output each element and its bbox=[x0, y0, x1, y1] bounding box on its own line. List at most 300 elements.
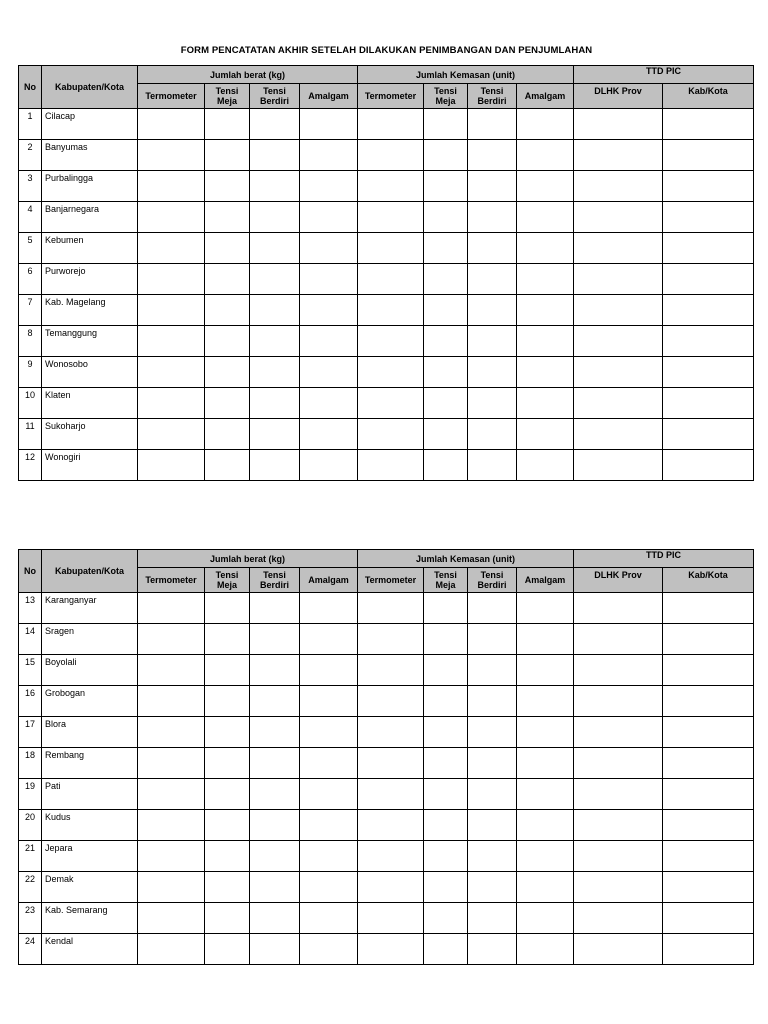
cell-tensi-berdiri-berat[interactable] bbox=[250, 748, 300, 779]
cell-tensi-berdiri-berat[interactable] bbox=[250, 841, 300, 872]
table-row bbox=[19, 717, 754, 748]
cell-ttd-kab-kota[interactable] bbox=[663, 295, 754, 326]
cell-termometer-kemasan[interactable] bbox=[358, 264, 424, 295]
cell-tensi-meja-kemasan[interactable] bbox=[424, 233, 468, 264]
cell-amalgam-kemasan[interactable] bbox=[517, 419, 574, 450]
cell-tensi-meja-berat[interactable] bbox=[205, 593, 250, 624]
row-kabupaten-name: Klaten bbox=[42, 388, 138, 419]
row-kabupaten-name: Cilacap bbox=[42, 109, 138, 140]
cell-amalgam-berat[interactable] bbox=[300, 810, 358, 841]
table-row bbox=[19, 388, 754, 419]
cell-tensi-berdiri-berat[interactable] bbox=[250, 872, 300, 903]
cell-ttd-kab-kota[interactable] bbox=[663, 810, 754, 841]
table-row bbox=[19, 779, 754, 810]
cell-tensi-berdiri-kemasan[interactable] bbox=[468, 233, 517, 264]
cell-termometer-berat[interactable] bbox=[138, 171, 205, 202]
cell-termometer-kemasan[interactable] bbox=[358, 233, 424, 264]
header-dlhk-prov: DLHK Prov bbox=[574, 84, 663, 109]
cell-ttd-kab-kota[interactable] bbox=[663, 450, 754, 481]
cell-termometer-berat[interactable] bbox=[138, 357, 205, 388]
cell-tensi-meja-berat[interactable] bbox=[205, 202, 250, 233]
header-no: No bbox=[19, 66, 42, 109]
header-tensi-berdiri: Tensi Berdiri bbox=[468, 568, 517, 593]
cell-tensi-berdiri-berat[interactable] bbox=[250, 934, 300, 965]
cell-amalgam-berat[interactable] bbox=[300, 872, 358, 903]
cell-ttd-kab-kota[interactable] bbox=[663, 841, 754, 872]
cell-tensi-meja-berat[interactable] bbox=[205, 295, 250, 326]
header-jumlah-berat: Jumlah berat (kg) bbox=[138, 550, 358, 568]
cell-tensi-berdiri-berat[interactable] bbox=[250, 388, 300, 419]
cell-tensi-berdiri-kemasan[interactable] bbox=[468, 686, 517, 717]
cell-tensi-meja-kemasan[interactable] bbox=[424, 419, 468, 450]
cell-termometer-berat[interactable] bbox=[138, 264, 205, 295]
cell-ttd-kab-kota[interactable] bbox=[663, 140, 754, 171]
cell-termometer-kemasan[interactable] bbox=[358, 686, 424, 717]
form-table-2 bbox=[18, 549, 754, 965]
cell-amalgam-berat[interactable] bbox=[300, 419, 358, 450]
cell-tensi-berdiri-berat[interactable] bbox=[250, 357, 300, 388]
cell-termometer-berat[interactable] bbox=[138, 295, 205, 326]
cell-termometer-berat[interactable] bbox=[138, 779, 205, 810]
row-kabupaten-name: Pati bbox=[42, 779, 138, 810]
cell-amalgam-berat[interactable] bbox=[300, 717, 358, 748]
cell-tensi-meja-berat[interactable] bbox=[205, 655, 250, 686]
cell-ttd-kab-kota[interactable] bbox=[663, 655, 754, 686]
row-kabupaten-name: Kudus bbox=[42, 810, 138, 841]
header-kabupaten: Kabupaten/Kota bbox=[42, 550, 138, 593]
header-tensi-meja: Tensi Meja bbox=[205, 568, 250, 593]
cell-tensi-meja-kemasan[interactable] bbox=[424, 686, 468, 717]
cell-ttd-dlhk-prov[interactable] bbox=[574, 450, 663, 481]
cell-tensi-meja-kemasan[interactable] bbox=[424, 140, 468, 171]
row-kabupaten-name: Kab. Semarang bbox=[42, 903, 138, 934]
cell-termometer-berat[interactable] bbox=[138, 593, 205, 624]
cell-amalgam-kemasan[interactable] bbox=[517, 140, 574, 171]
cell-tensi-berdiri-kemasan[interactable] bbox=[468, 357, 517, 388]
cell-ttd-dlhk-prov[interactable] bbox=[574, 295, 663, 326]
cell-termometer-berat[interactable] bbox=[138, 686, 205, 717]
cell-termometer-berat[interactable] bbox=[138, 872, 205, 903]
cell-ttd-dlhk-prov[interactable] bbox=[574, 903, 663, 934]
cell-tensi-berdiri-berat[interactable] bbox=[250, 717, 300, 748]
row-kabupaten-name: Purbalingga bbox=[42, 171, 138, 202]
cell-tensi-meja-berat[interactable] bbox=[205, 903, 250, 934]
form-title: FORM PENCATATAN AKHIR SETELAH DILAKUKAN PENIMBANGAN DAN PENJUMLAHAN bbox=[180, 45, 593, 56]
cell-termometer-kemasan[interactable] bbox=[358, 779, 424, 810]
row-number: 13 bbox=[19, 593, 42, 624]
cell-tensi-berdiri-kemasan[interactable] bbox=[468, 717, 517, 748]
cell-amalgam-kemasan[interactable] bbox=[517, 295, 574, 326]
table-row bbox=[19, 903, 754, 934]
cell-tensi-berdiri-berat[interactable] bbox=[250, 810, 300, 841]
header-tensi-berdiri: Tensi Berdiri bbox=[250, 84, 300, 109]
cell-tensi-meja-berat[interactable] bbox=[205, 872, 250, 903]
cell-termometer-berat[interactable] bbox=[138, 934, 205, 965]
cell-ttd-dlhk-prov[interactable] bbox=[574, 202, 663, 233]
cell-ttd-dlhk-prov[interactable] bbox=[574, 717, 663, 748]
row-number: 20 bbox=[19, 810, 42, 841]
cell-tensi-berdiri-berat[interactable] bbox=[250, 686, 300, 717]
cell-termometer-kemasan[interactable] bbox=[358, 140, 424, 171]
header-dlhk-prov: DLHK Prov bbox=[574, 568, 663, 593]
cell-termometer-berat[interactable] bbox=[138, 233, 205, 264]
cell-termometer-berat[interactable] bbox=[138, 810, 205, 841]
row-number: 10 bbox=[19, 388, 42, 419]
cell-termometer-kemasan[interactable] bbox=[358, 841, 424, 872]
cell-tensi-berdiri-kemasan[interactable] bbox=[468, 872, 517, 903]
cell-tensi-berdiri-kemasan[interactable] bbox=[468, 388, 517, 419]
cell-amalgam-kemasan[interactable] bbox=[517, 264, 574, 295]
cell-termometer-kemasan[interactable] bbox=[358, 903, 424, 934]
cell-tensi-berdiri-kemasan[interactable] bbox=[468, 140, 517, 171]
cell-amalgam-kemasan[interactable] bbox=[517, 624, 574, 655]
cell-tensi-berdiri-berat[interactable] bbox=[250, 326, 300, 357]
cell-amalgam-kemasan[interactable] bbox=[517, 326, 574, 357]
cell-amalgam-berat[interactable] bbox=[300, 357, 358, 388]
cell-amalgam-kemasan[interactable] bbox=[517, 357, 574, 388]
cell-tensi-berdiri-berat[interactable] bbox=[250, 202, 300, 233]
cell-amalgam-kemasan[interactable] bbox=[517, 593, 574, 624]
cell-tensi-berdiri-kemasan[interactable] bbox=[468, 202, 517, 233]
cell-ttd-kab-kota[interactable] bbox=[663, 109, 754, 140]
row-number: 12 bbox=[19, 450, 42, 481]
cell-tensi-meja-kemasan[interactable] bbox=[424, 450, 468, 481]
cell-tensi-meja-kemasan[interactable] bbox=[424, 171, 468, 202]
cell-termometer-kemasan[interactable] bbox=[358, 295, 424, 326]
row-number: 22 bbox=[19, 872, 42, 903]
cell-termometer-kemasan[interactable] bbox=[358, 171, 424, 202]
header-amalgam: Amalgam bbox=[300, 84, 358, 109]
cell-termometer-kemasan[interactable] bbox=[358, 419, 424, 450]
cell-termometer-kemasan[interactable] bbox=[358, 109, 424, 140]
cell-tensi-meja-kemasan[interactable] bbox=[424, 779, 468, 810]
table-row bbox=[19, 593, 754, 624]
cell-tensi-berdiri-kemasan[interactable] bbox=[468, 810, 517, 841]
cell-tensi-meja-berat[interactable] bbox=[205, 171, 250, 202]
table-row bbox=[19, 233, 754, 264]
cell-tensi-berdiri-berat[interactable] bbox=[250, 171, 300, 202]
cell-ttd-kab-kota[interactable] bbox=[663, 717, 754, 748]
row-number: 3 bbox=[19, 171, 42, 202]
cell-tensi-berdiri-berat[interactable] bbox=[250, 419, 300, 450]
cell-tensi-meja-berat[interactable] bbox=[205, 419, 250, 450]
cell-termometer-berat[interactable] bbox=[138, 450, 205, 481]
cell-amalgam-kemasan[interactable] bbox=[517, 872, 574, 903]
table-row bbox=[19, 326, 754, 357]
cell-termometer-berat[interactable] bbox=[138, 140, 205, 171]
cell-ttd-kab-kota[interactable] bbox=[663, 419, 754, 450]
cell-amalgam-berat[interactable] bbox=[300, 934, 358, 965]
cell-ttd-dlhk-prov[interactable] bbox=[574, 624, 663, 655]
row-number: 6 bbox=[19, 264, 42, 295]
cell-tensi-meja-berat[interactable] bbox=[205, 140, 250, 171]
cell-tensi-meja-kemasan[interactable] bbox=[424, 934, 468, 965]
cell-amalgam-berat[interactable] bbox=[300, 450, 358, 481]
cell-tensi-berdiri-berat[interactable] bbox=[250, 109, 300, 140]
cell-tensi-meja-kemasan[interactable] bbox=[424, 295, 468, 326]
cell-amalgam-berat[interactable] bbox=[300, 748, 358, 779]
cell-tensi-meja-berat[interactable] bbox=[205, 450, 250, 481]
row-kabupaten-name: Purworejo bbox=[42, 264, 138, 295]
cell-ttd-dlhk-prov[interactable] bbox=[574, 233, 663, 264]
cell-tensi-meja-kemasan[interactable] bbox=[424, 357, 468, 388]
cell-tensi-meja-berat[interactable] bbox=[205, 109, 250, 140]
cell-tensi-berdiri-kemasan[interactable] bbox=[468, 779, 517, 810]
cell-tensi-berdiri-berat[interactable] bbox=[250, 264, 300, 295]
row-number: 5 bbox=[19, 233, 42, 264]
cell-termometer-kemasan[interactable] bbox=[358, 810, 424, 841]
cell-termometer-berat[interactable] bbox=[138, 903, 205, 934]
cell-tensi-berdiri-berat[interactable] bbox=[250, 624, 300, 655]
cell-ttd-dlhk-prov[interactable] bbox=[574, 109, 663, 140]
cell-ttd-dlhk-prov[interactable] bbox=[574, 357, 663, 388]
header-amalgam: Amalgam bbox=[517, 84, 574, 109]
cell-ttd-dlhk-prov[interactable] bbox=[574, 686, 663, 717]
cell-amalgam-kemasan[interactable] bbox=[517, 810, 574, 841]
cell-termometer-kemasan[interactable] bbox=[358, 717, 424, 748]
cell-tensi-berdiri-kemasan[interactable] bbox=[468, 934, 517, 965]
table-row bbox=[19, 295, 754, 326]
cell-amalgam-berat[interactable] bbox=[300, 326, 358, 357]
table-row bbox=[19, 934, 754, 965]
cell-termometer-berat[interactable] bbox=[138, 109, 205, 140]
cell-termometer-kemasan[interactable] bbox=[358, 934, 424, 965]
cell-ttd-dlhk-prov[interactable] bbox=[574, 841, 663, 872]
cell-amalgam-berat[interactable] bbox=[300, 233, 358, 264]
cell-tensi-berdiri-kemasan[interactable] bbox=[468, 171, 517, 202]
header-termometer: Termometer bbox=[358, 568, 424, 593]
row-number: 9 bbox=[19, 357, 42, 388]
cell-tensi-berdiri-kemasan[interactable] bbox=[468, 450, 517, 481]
cell-amalgam-kemasan[interactable] bbox=[517, 109, 574, 140]
cell-ttd-dlhk-prov[interactable] bbox=[574, 171, 663, 202]
cell-termometer-kemasan[interactable] bbox=[358, 655, 424, 686]
cell-ttd-dlhk-prov[interactable] bbox=[574, 593, 663, 624]
cell-termometer-kemasan[interactable] bbox=[358, 624, 424, 655]
cell-amalgam-berat[interactable] bbox=[300, 903, 358, 934]
cell-tensi-berdiri-kemasan[interactable] bbox=[468, 419, 517, 450]
cell-tensi-berdiri-berat[interactable] bbox=[250, 779, 300, 810]
cell-tensi-berdiri-berat[interactable] bbox=[250, 450, 300, 481]
row-number: 23 bbox=[19, 903, 42, 934]
header-tensi-meja: Tensi Meja bbox=[205, 84, 250, 109]
cell-ttd-dlhk-prov[interactable] bbox=[574, 140, 663, 171]
cell-termometer-kemasan[interactable] bbox=[358, 593, 424, 624]
row-kabupaten-name: Wonosobo bbox=[42, 357, 138, 388]
cell-tensi-berdiri-kemasan[interactable] bbox=[468, 295, 517, 326]
cell-tensi-meja-berat[interactable] bbox=[205, 686, 250, 717]
cell-amalgam-kemasan[interactable] bbox=[517, 748, 574, 779]
row-kabupaten-name: Grobogan bbox=[42, 686, 138, 717]
cell-tensi-meja-kemasan[interactable] bbox=[424, 202, 468, 233]
cell-termometer-berat[interactable] bbox=[138, 624, 205, 655]
row-kabupaten-name: Sukoharjo bbox=[42, 419, 138, 450]
cell-ttd-dlhk-prov[interactable] bbox=[574, 872, 663, 903]
cell-ttd-dlhk-prov[interactable] bbox=[574, 748, 663, 779]
cell-amalgam-kemasan[interactable] bbox=[517, 171, 574, 202]
row-number: 1 bbox=[19, 109, 42, 140]
cell-amalgam-kemasan[interactable] bbox=[517, 655, 574, 686]
cell-tensi-berdiri-kemasan[interactable] bbox=[468, 326, 517, 357]
cell-tensi-berdiri-kemasan[interactable] bbox=[468, 624, 517, 655]
cell-ttd-kab-kota[interactable] bbox=[663, 264, 754, 295]
cell-amalgam-kemasan[interactable] bbox=[517, 233, 574, 264]
cell-amalgam-kemasan[interactable] bbox=[517, 903, 574, 934]
cell-ttd-kab-kota[interactable] bbox=[663, 686, 754, 717]
cell-ttd-kab-kota[interactable] bbox=[663, 779, 754, 810]
table-row bbox=[19, 171, 754, 202]
row-kabupaten-name: Rembang bbox=[42, 748, 138, 779]
cell-tensi-meja-kemasan[interactable] bbox=[424, 624, 468, 655]
cell-termometer-berat[interactable] bbox=[138, 748, 205, 779]
cell-tensi-berdiri-kemasan[interactable] bbox=[468, 593, 517, 624]
cell-tensi-meja-berat[interactable] bbox=[205, 326, 250, 357]
cell-tensi-meja-berat[interactable] bbox=[205, 841, 250, 872]
cell-tensi-meja-kemasan[interactable] bbox=[424, 655, 468, 686]
cell-ttd-dlhk-prov[interactable] bbox=[574, 388, 663, 419]
cell-tensi-berdiri-kemasan[interactable] bbox=[468, 655, 517, 686]
cell-termometer-berat[interactable] bbox=[138, 419, 205, 450]
cell-tensi-meja-kemasan[interactable] bbox=[424, 264, 468, 295]
cell-ttd-dlhk-prov[interactable] bbox=[574, 419, 663, 450]
cell-tensi-meja-kemasan[interactable] bbox=[424, 872, 468, 903]
cell-amalgam-berat[interactable] bbox=[300, 624, 358, 655]
cell-tensi-berdiri-berat[interactable] bbox=[250, 655, 300, 686]
cell-amalgam-berat[interactable] bbox=[300, 140, 358, 171]
cell-tensi-meja-kemasan[interactable] bbox=[424, 810, 468, 841]
cell-tensi-berdiri-berat[interactable] bbox=[250, 903, 300, 934]
cell-termometer-kemasan[interactable] bbox=[358, 872, 424, 903]
cell-tensi-berdiri-kemasan[interactable] bbox=[468, 264, 517, 295]
header-termometer: Termometer bbox=[138, 568, 205, 593]
cell-tensi-meja-berat[interactable] bbox=[205, 748, 250, 779]
cell-termometer-berat[interactable] bbox=[138, 388, 205, 419]
cell-tensi-meja-berat[interactable] bbox=[205, 357, 250, 388]
cell-amalgam-berat[interactable] bbox=[300, 593, 358, 624]
cell-tensi-meja-kemasan[interactable] bbox=[424, 388, 468, 419]
cell-ttd-dlhk-prov[interactable] bbox=[574, 934, 663, 965]
cell-ttd-dlhk-prov[interactable] bbox=[574, 779, 663, 810]
cell-amalgam-kemasan[interactable] bbox=[517, 202, 574, 233]
cell-termometer-berat[interactable] bbox=[138, 717, 205, 748]
cell-tensi-meja-berat[interactable] bbox=[205, 624, 250, 655]
cell-termometer-kemasan[interactable] bbox=[358, 450, 424, 481]
row-kabupaten-name: Sragen bbox=[42, 624, 138, 655]
cell-termometer-kemasan[interactable] bbox=[358, 357, 424, 388]
cell-tensi-meja-kemasan[interactable] bbox=[424, 903, 468, 934]
cell-tensi-meja-kemasan[interactable] bbox=[424, 717, 468, 748]
cell-tensi-meja-kemasan[interactable] bbox=[424, 326, 468, 357]
cell-termometer-kemasan[interactable] bbox=[358, 326, 424, 357]
cell-ttd-kab-kota[interactable] bbox=[663, 624, 754, 655]
table-row bbox=[19, 872, 754, 903]
cell-ttd-dlhk-prov[interactable] bbox=[574, 810, 663, 841]
cell-termometer-kemasan[interactable] bbox=[358, 388, 424, 419]
cell-tensi-meja-kemasan[interactable] bbox=[424, 593, 468, 624]
cell-tensi-meja-berat[interactable] bbox=[205, 779, 250, 810]
cell-ttd-kab-kota[interactable] bbox=[663, 903, 754, 934]
cell-tensi-berdiri-berat[interactable] bbox=[250, 295, 300, 326]
cell-ttd-kab-kota[interactable] bbox=[663, 872, 754, 903]
cell-tensi-berdiri-berat[interactable] bbox=[250, 593, 300, 624]
cell-ttd-kab-kota[interactable] bbox=[663, 326, 754, 357]
header-jumlah-kemasan: Jumlah Kemasan (unit) bbox=[358, 66, 574, 84]
table-row bbox=[19, 655, 754, 686]
cell-ttd-kab-kota[interactable] bbox=[663, 388, 754, 419]
cell-tensi-berdiri-kemasan[interactable] bbox=[468, 748, 517, 779]
cell-amalgam-berat[interactable] bbox=[300, 264, 358, 295]
cell-amalgam-kemasan[interactable] bbox=[517, 686, 574, 717]
cell-ttd-kab-kota[interactable] bbox=[663, 171, 754, 202]
cell-amalgam-berat[interactable] bbox=[300, 295, 358, 326]
cell-termometer-kemasan[interactable] bbox=[358, 202, 424, 233]
cell-amalgam-berat[interactable] bbox=[300, 779, 358, 810]
cell-termometer-kemasan[interactable] bbox=[358, 748, 424, 779]
cell-ttd-kab-kota[interactable] bbox=[663, 202, 754, 233]
header-tensi-berdiri: Tensi Berdiri bbox=[468, 84, 517, 109]
cell-termometer-berat[interactable] bbox=[138, 202, 205, 233]
cell-ttd-dlhk-prov[interactable] bbox=[574, 655, 663, 686]
form-table-1 bbox=[18, 65, 754, 481]
row-number: 24 bbox=[19, 934, 42, 965]
cell-tensi-berdiri-kemasan[interactable] bbox=[468, 903, 517, 934]
cell-ttd-kab-kota[interactable] bbox=[663, 357, 754, 388]
cell-amalgam-berat[interactable] bbox=[300, 202, 358, 233]
cell-ttd-kab-kota[interactable] bbox=[663, 748, 754, 779]
cell-amalgam-kemasan[interactable] bbox=[517, 717, 574, 748]
cell-tensi-meja-berat[interactable] bbox=[205, 264, 250, 295]
cell-ttd-kab-kota[interactable] bbox=[663, 593, 754, 624]
cell-tensi-berdiri-kemasan[interactable] bbox=[468, 841, 517, 872]
cell-tensi-meja-berat[interactable] bbox=[205, 810, 250, 841]
cell-amalgam-berat[interactable] bbox=[300, 655, 358, 686]
header-ttd-pic: TTD PIC bbox=[574, 550, 754, 568]
cell-ttd-dlhk-prov[interactable] bbox=[574, 264, 663, 295]
row-kabupaten-name: Karanganyar bbox=[42, 593, 138, 624]
cell-ttd-kab-kota[interactable] bbox=[663, 934, 754, 965]
cell-amalgam-berat[interactable] bbox=[300, 171, 358, 202]
cell-amalgam-berat[interactable] bbox=[300, 109, 358, 140]
cell-amalgam-berat[interactable] bbox=[300, 841, 358, 872]
cell-tensi-berdiri-berat[interactable] bbox=[250, 140, 300, 171]
cell-tensi-berdiri-berat[interactable] bbox=[250, 233, 300, 264]
cell-termometer-berat[interactable] bbox=[138, 655, 205, 686]
cell-amalgam-berat[interactable] bbox=[300, 388, 358, 419]
cell-tensi-meja-berat[interactable] bbox=[205, 388, 250, 419]
cell-tensi-meja-berat[interactable] bbox=[205, 934, 250, 965]
cell-tensi-berdiri-kemasan[interactable] bbox=[468, 109, 517, 140]
cell-ttd-dlhk-prov[interactable] bbox=[574, 326, 663, 357]
cell-tensi-meja-kemasan[interactable] bbox=[424, 109, 468, 140]
cell-tensi-meja-berat[interactable] bbox=[205, 233, 250, 264]
cell-amalgam-kemasan[interactable] bbox=[517, 388, 574, 419]
cell-tensi-meja-kemasan[interactable] bbox=[424, 748, 468, 779]
header-kabupaten: Kabupaten/Kota bbox=[42, 66, 138, 109]
cell-ttd-kab-kota[interactable] bbox=[663, 233, 754, 264]
row-kabupaten-name: Blora bbox=[42, 717, 138, 748]
cell-amalgam-berat[interactable] bbox=[300, 686, 358, 717]
cell-termometer-berat[interactable] bbox=[138, 326, 205, 357]
row-kabupaten-name: Banjarnegara bbox=[42, 202, 138, 233]
cell-amalgam-kemasan[interactable] bbox=[517, 934, 574, 965]
row-number: 16 bbox=[19, 686, 42, 717]
cell-termometer-berat[interactable] bbox=[138, 841, 205, 872]
cell-amalgam-kemasan[interactable] bbox=[517, 779, 574, 810]
cell-tensi-meja-kemasan[interactable] bbox=[424, 841, 468, 872]
cell-amalgam-kemasan[interactable] bbox=[517, 841, 574, 872]
cell-amalgam-kemasan[interactable] bbox=[517, 450, 574, 481]
cell-tensi-meja-berat[interactable] bbox=[205, 717, 250, 748]
